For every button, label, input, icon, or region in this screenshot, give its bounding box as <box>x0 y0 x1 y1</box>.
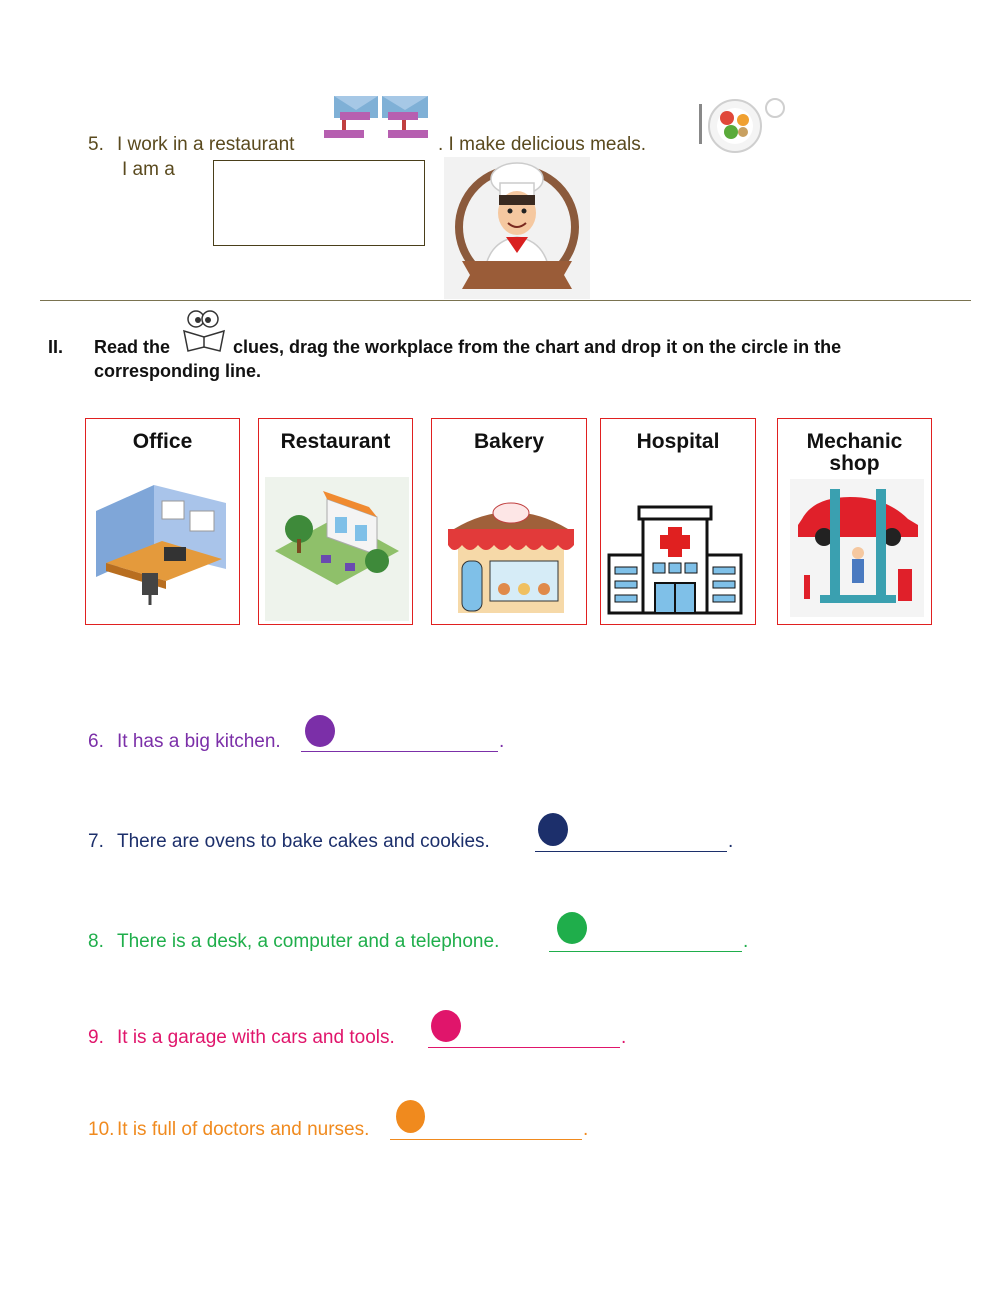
question-5-line1-end: . I make delicious meals. <box>438 134 647 155</box>
card-label: Hospital <box>636 430 720 453</box>
card-label: Bakery <box>473 430 545 453</box>
answer-line-6[interactable] <box>301 751 498 752</box>
card-office[interactable] <box>85 418 240 625</box>
answer-drop-box[interactable] <box>213 160 425 246</box>
office-icon <box>92 481 232 609</box>
clue-end: . <box>728 831 734 852</box>
card-label: Mechanic shop <box>806 430 903 475</box>
reading-book-icon <box>180 307 228 353</box>
clue-end: . <box>743 931 749 952</box>
clue-end: . <box>621 1027 627 1048</box>
section-divider <box>40 300 971 301</box>
clue-10 <box>88 1119 369 1141</box>
bakery-icon <box>444 499 578 615</box>
clue-text: It has a big kitchen. <box>117 731 281 752</box>
clue-number: 10. <box>88 1119 115 1140</box>
answer-line-8[interactable] <box>549 951 742 952</box>
section-numeral: II. <box>48 337 64 357</box>
restaurant-tables-icon <box>322 96 432 146</box>
clue-text: There are ovens to bake cakes and cookies. <box>117 831 490 852</box>
answer-line-7[interactable] <box>535 851 727 852</box>
drop-circle-6[interactable] <box>305 715 335 747</box>
question-text: I work in a restaurant <box>117 134 295 155</box>
clue-9 <box>88 1027 395 1049</box>
card-bakery[interactable] <box>431 418 587 625</box>
clue-6 <box>88 731 281 753</box>
instruction-line2: corresponding line. <box>94 361 262 381</box>
card-hospital[interactable] <box>600 418 756 625</box>
clue-end: . <box>583 1119 589 1140</box>
answer-line-10[interactable] <box>390 1139 582 1140</box>
mechanic-shop-icon <box>790 479 924 617</box>
meal-plate-icon <box>695 96 789 154</box>
clue-text: It is a garage with cars and tools. <box>117 1027 395 1048</box>
clue-number: 9. <box>88 1027 104 1048</box>
hospital-icon <box>605 505 745 615</box>
card-label: Restaurant <box>280 430 391 453</box>
clue-number: 7. <box>88 831 104 852</box>
question-5-line2: I am a <box>122 159 175 180</box>
chef-illustration <box>444 157 590 299</box>
answer-line-9[interactable] <box>428 1047 620 1048</box>
card-mechanic-shop[interactable] <box>777 418 932 625</box>
drop-circle-7[interactable] <box>538 813 568 846</box>
drop-circle-10[interactable] <box>396 1100 425 1133</box>
restaurant-icon <box>265 477 409 621</box>
instruction-start: Read the <box>94 337 171 357</box>
clue-text: There is a desk, a computer and a telephone. <box>117 931 500 952</box>
clue-7 <box>88 831 490 853</box>
question-5-line1 <box>88 134 294 156</box>
drop-circle-9[interactable] <box>431 1010 461 1042</box>
clue-number: 8. <box>88 931 104 952</box>
instruction-text: clues, drag the workplace from the chart and drop it on the circle in the <box>233 337 842 357</box>
card-restaurant[interactable] <box>258 418 413 625</box>
question-number: 5. <box>88 134 104 155</box>
clue-end: . <box>499 731 505 752</box>
card-label: Office <box>132 430 193 453</box>
clue-8 <box>88 931 499 953</box>
drop-circle-8[interactable] <box>557 912 587 944</box>
clue-number: 6. <box>88 731 104 752</box>
clue-text: It is full of doctors and nurses. <box>117 1119 370 1140</box>
